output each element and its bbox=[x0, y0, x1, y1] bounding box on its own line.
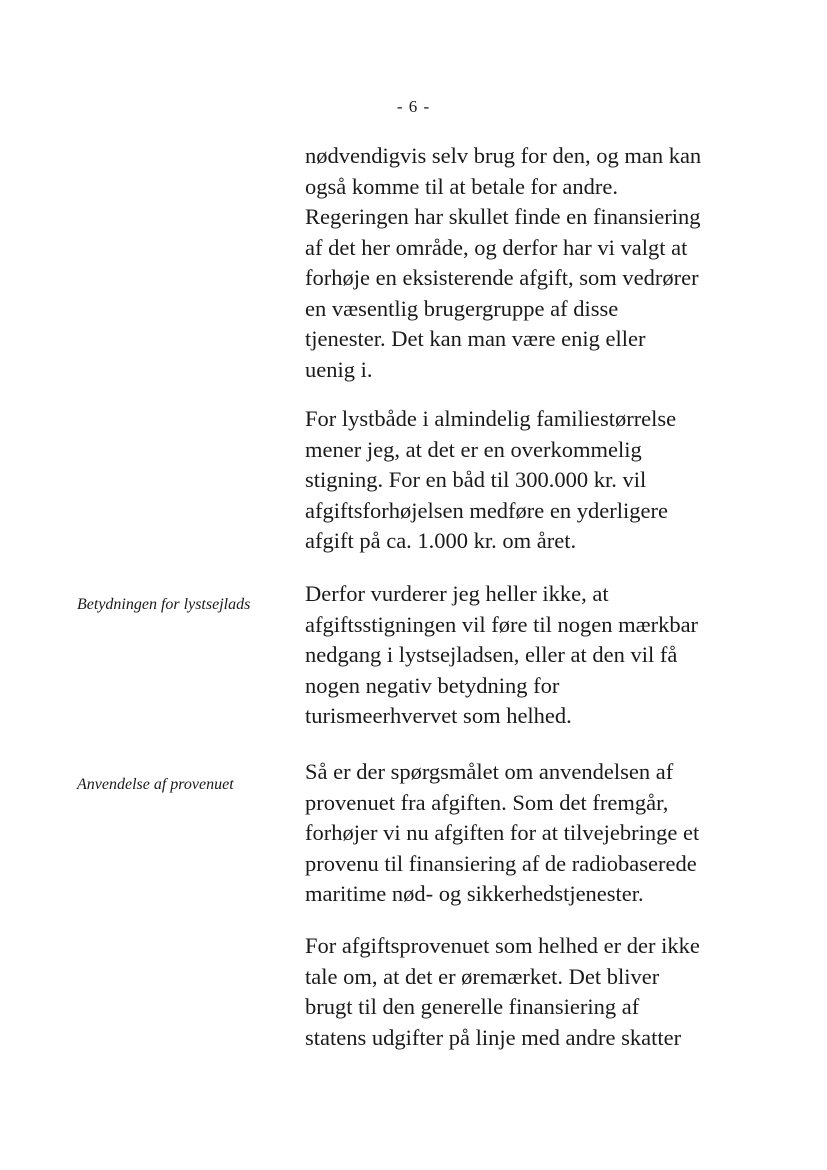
text-line: nogen negativ betydning for bbox=[305, 672, 560, 698]
paragraph-2 bbox=[305, 404, 775, 557]
text-line: afgiftsstigningen vil føre til nogen mærkbar bbox=[305, 611, 699, 637]
text-line: en væsentlig brugergruppe af disse bbox=[305, 295, 619, 321]
text-line: tjenester. Det kan man være enig eller bbox=[305, 326, 646, 351]
text-line: maritime nød- og sikkerhedstjenester. bbox=[305, 881, 644, 906]
text-line: afgift på ca. 1.000 kr. om året. bbox=[305, 528, 577, 553]
text-line: forhøje en eksisterende afgift, som vedrører bbox=[305, 265, 699, 290]
text-line: nedgang i lystsejladsen, eller at den vil få bbox=[305, 642, 678, 667]
text-line: forhøjer vi nu afgiften for at tilvejebringe et bbox=[305, 820, 700, 845]
text-line: provenu til finansiering af de radiobaserede bbox=[305, 850, 697, 876]
text-line: nødvendigvis selv brug for den, og man kan bbox=[305, 143, 702, 168]
text-line: Regeringen har skullet finde en finansiering bbox=[305, 204, 701, 229]
text-line: Så er der spørgsmålet om anvendelsen af bbox=[305, 759, 674, 784]
paragraph-5 bbox=[305, 931, 775, 1053]
text-line: af det her område, og derfor har vi valgt at bbox=[305, 234, 688, 260]
text-line: For lystbåde i almindelig familiestørrelse bbox=[305, 406, 677, 431]
text-line: Derfor vurderer jeg heller ikke, at bbox=[305, 581, 609, 606]
text-line: også komme til at betale for andre. bbox=[305, 173, 619, 199]
paragraph-4 bbox=[305, 757, 775, 910]
text-line: For afgiftsprovenuet som helhed er der ikke bbox=[305, 933, 700, 958]
text-line: brugt til den generelle finansiering af bbox=[305, 994, 640, 1019]
paragraph-3 bbox=[305, 579, 775, 732]
paragraph-1 bbox=[305, 141, 775, 385]
page-number: - 6 - bbox=[396, 97, 431, 116]
text-line: uenig i. bbox=[305, 356, 373, 382]
text-line: tale om, at det er øremærket. Det bliver bbox=[305, 963, 660, 989]
text-line: stigning. For en båd til 300.000 kr. vil bbox=[305, 467, 647, 492]
text-line: mener jeg, at det er en overkommelig bbox=[305, 436, 642, 462]
margin-note-lystsejlads: Betydningen for lystsejlads bbox=[77, 596, 251, 613]
text-line: turismeerhvervet som helhed. bbox=[305, 703, 572, 728]
text-line: statens udgifter på linje med andre skatter bbox=[305, 1024, 682, 1050]
margin-note-provenue: Anvendelse af provenuet bbox=[77, 776, 234, 793]
text-line: provenuet fra afgiften. Som det fremgår, bbox=[305, 789, 669, 815]
text-line: afgiftsforhøjelsen medføre en yderligere bbox=[305, 497, 668, 523]
